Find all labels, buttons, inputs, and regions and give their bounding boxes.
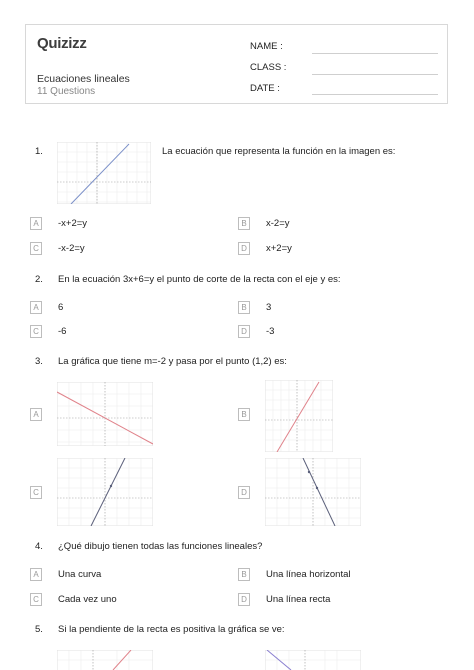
question-1-text: La ecuación que representa la función en la imagen es: — [162, 146, 396, 157]
option-text[interactable]: Una línea recta — [266, 594, 331, 605]
name-label: NAME : — [250, 41, 283, 52]
class-label: CLASS : — [250, 62, 287, 73]
option-text[interactable]: Cada vez uno — [58, 594, 117, 605]
option-letter[interactable]: D — [238, 593, 250, 606]
question-3-text: La gráfica que tiene m=-2 y pasa por el punto (1,2) es: — [58, 356, 287, 367]
option-letter[interactable]: B — [238, 408, 250, 421]
question-2-number: 2. — [35, 274, 43, 285]
quizizz-logo: Quizizz — [37, 35, 87, 52]
graph-point — [316, 487, 318, 489]
question-2-text: En la ecuación 3x+6=y el punto de corte de la recta con el eje y es: — [58, 274, 341, 285]
question-3-number: 3. — [35, 356, 43, 367]
option-letter[interactable]: B — [238, 301, 250, 314]
question-5-number: 5. — [35, 624, 43, 635]
option-text[interactable]: 6 — [58, 302, 64, 313]
option-letter[interactable]: D — [238, 242, 250, 255]
option-letter[interactable]: C — [30, 325, 42, 338]
option-letter[interactable]: D — [238, 325, 250, 338]
question-4-text: ¿Qué dibujo tienen todas las funciones lineales? — [58, 541, 263, 552]
question-5-option-b-graph[interactable] — [265, 650, 361, 670]
option-letter[interactable]: A — [30, 217, 42, 230]
option-text[interactable]: -x-2=y — [58, 243, 85, 254]
option-b-graph[interactable] — [265, 380, 333, 452]
option-text[interactable]: Una línea horizontal — [266, 569, 351, 580]
question-4-number: 4. — [35, 541, 43, 552]
option-a-graph[interactable] — [57, 382, 153, 446]
question-count: 11 Questions — [37, 86, 96, 97]
option-text[interactable]: Una curva — [58, 569, 102, 580]
worksheet-title: Ecuaciones lineales — [37, 73, 130, 85]
option-d-graph[interactable] — [265, 458, 361, 526]
option-letter[interactable]: A — [30, 568, 42, 581]
option-letter[interactable]: C — [30, 486, 42, 499]
option-text[interactable]: x+2=y — [266, 243, 292, 254]
option-letter[interactable]: B — [238, 568, 250, 581]
option-text[interactable]: -3 — [266, 326, 275, 337]
worksheet-header — [25, 24, 448, 104]
name-field[interactable] — [312, 53, 438, 54]
option-text[interactable]: -6 — [58, 326, 67, 337]
question-5-text: Si la pendiente de la recta es positiva la gráfica se ve: — [58, 624, 285, 635]
option-letter[interactable]: C — [30, 593, 42, 606]
graph-point — [110, 485, 112, 487]
date-label: DATE : — [250, 83, 280, 94]
class-field[interactable] — [312, 74, 438, 75]
option-letter[interactable]: C — [30, 242, 42, 255]
option-text[interactable]: -x+2=y — [58, 218, 88, 229]
option-letter[interactable]: D — [238, 486, 250, 499]
option-text[interactable]: 3 — [266, 302, 272, 313]
option-letter[interactable]: B — [238, 217, 250, 230]
option-text[interactable]: x-2=y — [266, 218, 290, 229]
date-field[interactable] — [312, 94, 438, 95]
option-letter[interactable]: A — [30, 408, 42, 421]
option-letter[interactable]: A — [30, 301, 42, 314]
graph-grid — [57, 142, 151, 204]
option-c-graph[interactable] — [57, 458, 153, 526]
question-5-option-a-graph[interactable] — [57, 650, 153, 670]
graph-point — [308, 471, 310, 473]
question-1-number: 1. — [35, 146, 43, 157]
question-1-graph — [57, 142, 151, 204]
